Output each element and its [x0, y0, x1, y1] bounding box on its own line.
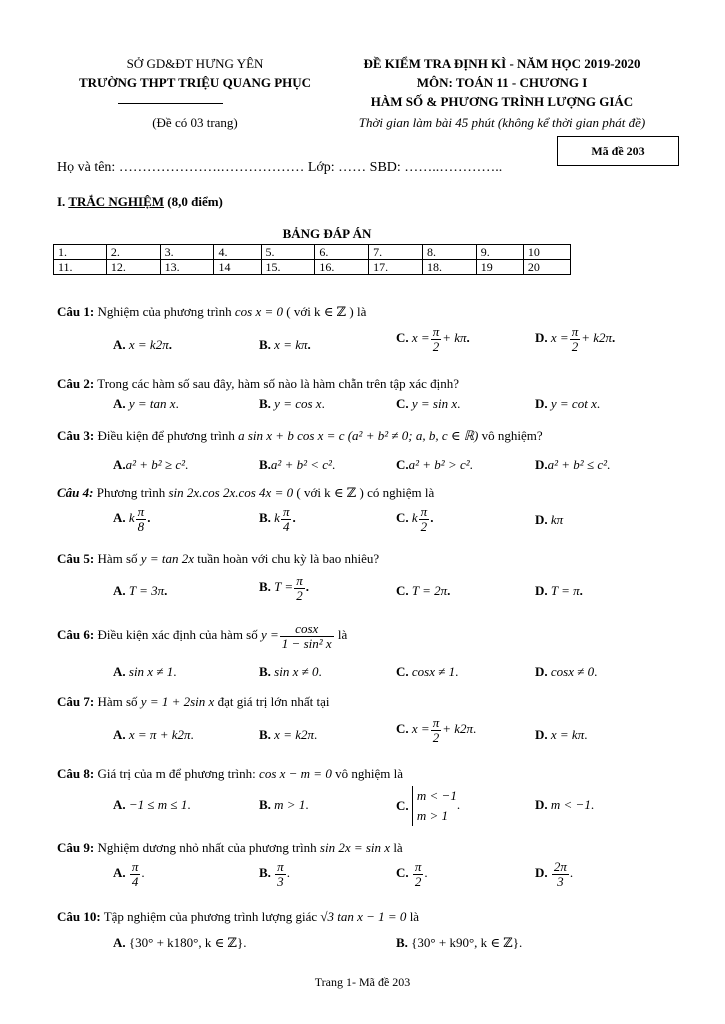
option-text: y = cot x	[550, 396, 597, 411]
fraction	[570, 325, 581, 353]
denominator: 4	[282, 518, 290, 534]
question-math: y =	[261, 627, 279, 643]
numerator: π	[137, 504, 145, 519]
question-label: Câu 7:	[57, 694, 95, 709]
option-text: x = k2π	[128, 337, 169, 352]
option-text: x =	[411, 330, 430, 346]
fraction	[136, 505, 147, 533]
question-condition: ( với k ∈ ℤ )	[296, 485, 364, 500]
q2-option-c[interactable]: C. y = sin x.	[396, 396, 461, 411]
table-cell: 4.	[214, 245, 261, 260]
q1-option-a[interactable]: A. x = k2π.	[113, 337, 172, 352]
numerator: π	[432, 324, 440, 339]
denominator: 2	[414, 873, 422, 889]
question-7	[57, 694, 330, 710]
question-label: Câu 4:	[57, 485, 94, 500]
q3-option-d[interactable]: D.a² + b² ≤ c².	[535, 457, 611, 472]
numerator: 2π	[553, 859, 567, 874]
option-text: −1 ≤ m ≤ 1	[128, 797, 188, 812]
page-count: (Đề có 03 trang)	[152, 115, 238, 130]
question-text: Phương trình	[96, 485, 166, 500]
option-text: x = π + k2π	[128, 727, 191, 742]
question-text: Hàm số	[97, 551, 138, 566]
q3-option-b[interactable]: B.a² + b² < c².	[259, 457, 336, 472]
q7-option-c[interactable]: C. x = $\frac{\pi}{2}$ + k2π.	[396, 715, 477, 745]
question-condition: ( với k ∈ ℤ )	[286, 304, 354, 319]
question-10	[57, 909, 419, 925]
question-math: sin 2x.cos 2x.cos 4x = 0	[168, 485, 294, 500]
option-text: + kπ	[442, 330, 467, 346]
q4-option-d[interactable]: D. kπ	[535, 512, 564, 527]
table-cell: 1.	[54, 245, 107, 260]
table-cell: 5.	[261, 245, 315, 260]
fraction	[431, 716, 442, 744]
fraction	[413, 860, 424, 888]
table-cell: 10	[523, 245, 570, 260]
question-6	[57, 622, 347, 650]
time-allowed: Thời gian làm bài 45 phút (không kể thời gian phát đề)	[358, 115, 646, 130]
option-text: T = 2π	[411, 583, 448, 598]
question-tail: là	[409, 909, 420, 924]
denominator: 8	[137, 518, 145, 534]
numerator: π	[420, 504, 428, 519]
option-text: m < −1	[416, 788, 457, 803]
q9-option-b[interactable]: B. $\frac{\pi}{3}$ .	[259, 859, 290, 889]
question-tail: tuần hoàn với chu kỳ là bao nhiêu?	[197, 551, 380, 566]
q6-option-b[interactable]: B. sin x ≠ 0.	[259, 664, 322, 679]
question-text: Hàm số	[97, 694, 138, 709]
subject: MÔN: TOÁN 11 - CHƯƠNG I	[416, 75, 588, 90]
numerator: π	[414, 859, 422, 874]
system-bracket	[412, 786, 457, 826]
option-text: cosx ≠ 1	[411, 664, 456, 679]
numerator: π	[282, 504, 290, 519]
table-cell: 12.	[106, 260, 160, 275]
question-label: Câu 3:	[57, 428, 95, 443]
table-cell: 8.	[422, 245, 476, 260]
question-5	[57, 551, 379, 567]
table-cell: 3.	[160, 245, 214, 260]
q4-option-b[interactable]: B. k $\frac{\pi}{4}$ .	[259, 504, 296, 534]
table-row	[54, 245, 571, 260]
question-1	[57, 304, 366, 320]
q10-option-a[interactable]: A. {30° + k180°, k ∈ ℤ}.	[113, 935, 247, 950]
option-text: a² + b² ≥ c²	[125, 457, 186, 472]
option-text: sin x ≠ 0	[274, 664, 319, 679]
question-text: Điều kiện xác định của hàm số	[97, 627, 258, 643]
header-divider	[118, 103, 223, 104]
table-cell: 13.	[160, 260, 214, 275]
q5-option-b[interactable]: B. T = $\frac{\pi}{2}$ .	[259, 573, 309, 603]
page-footer: Trang 1- Mã đề 203	[314, 975, 411, 989]
option-text: {30° + k90°, k ∈ ℤ}	[411, 935, 519, 950]
fraction	[294, 574, 305, 602]
school-name: TRƯỜNG THPT TRIỆU QUANG PHỤC	[78, 75, 312, 90]
denominator: 3	[557, 873, 564, 889]
q8-option-b[interactable]: B. m > 1.	[259, 797, 309, 812]
q6-option-d[interactable]: D. cosx ≠ 0.	[535, 664, 598, 679]
question-label: Câu 6:	[57, 627, 95, 643]
numerator: π	[432, 715, 440, 730]
q8-option-c[interactable]: C. m < −1 m > 1 .	[396, 786, 460, 826]
q1-option-d[interactable]: D. x = $\frac{\pi}{2}$ + k2π.	[535, 324, 616, 354]
q6-option-a[interactable]: A. sin x ≠ 1.	[113, 664, 177, 679]
option-text: m > 1	[416, 808, 449, 823]
question-condition: (a² + b² ≠ 0; a, b, c ∈ ℝ)	[347, 428, 479, 443]
q7-option-a[interactable]: A. x = π + k2π.	[113, 727, 194, 742]
fraction	[130, 860, 141, 888]
section-prefix: I.	[57, 194, 66, 209]
option-text: x = k2π	[274, 727, 314, 742]
question-4	[57, 485, 434, 501]
numerator: π	[277, 859, 284, 874]
q9-option-a[interactable]: A. $\frac{\pi}{4}$ .	[113, 859, 145, 889]
q4-option-a[interactable]: A. k $\frac{\pi}{8}$ .	[113, 504, 151, 534]
denominator: 2	[432, 729, 440, 745]
section-heading	[57, 194, 223, 210]
question-text: Tập nghiệm của phương trình lượng giác	[103, 909, 318, 924]
option-text: y = cos x	[274, 396, 322, 411]
section-title: TRẮC NGHIỆM	[68, 194, 165, 209]
q5-option-d[interactable]: D. T = π.	[535, 583, 583, 598]
question-8	[57, 766, 403, 782]
option-text: x =	[411, 721, 430, 737]
question-9	[57, 840, 403, 856]
q2-option-b[interactable]: B. y = cos x.	[259, 396, 325, 411]
fraction	[281, 505, 292, 533]
question-text: Giá trị của m để phương trình:	[97, 766, 256, 781]
question-tail: là	[393, 840, 403, 855]
q3-option-a[interactable]: A.a² + b² ≥ c².	[113, 457, 189, 472]
fraction	[431, 325, 442, 353]
table-cell: 9.	[476, 245, 523, 260]
table-cell: 2.	[106, 245, 160, 260]
table-row	[54, 260, 571, 275]
student-info-line: Họ và tên: ………………….……………… Lớp: …… SBD: ……..…………..	[57, 160, 503, 175]
question-tail: vô nghiệm?	[481, 428, 543, 443]
table-cell: 17.	[369, 260, 423, 275]
option-text: x = kπ	[274, 337, 308, 352]
q4-option-c[interactable]: C. k $\frac{\pi}{2}$ .	[396, 504, 434, 534]
option-text: + k2π	[442, 721, 474, 737]
question-math: a sin x + b cos x = c	[238, 428, 345, 443]
option-text: T =	[274, 579, 294, 595]
question-text: Nghiệm dương nhỏ nhất của phương trình	[97, 840, 317, 855]
question-tail: là	[337, 627, 348, 643]
table-cell: 20	[523, 260, 570, 275]
option-text: cosx ≠ 0	[550, 664, 595, 679]
fraction	[275, 860, 286, 888]
question-label: Câu 10:	[57, 909, 101, 924]
option-text: a² + b² ≤ c²	[547, 457, 608, 472]
option-text: m > 1	[274, 797, 306, 812]
question-3	[57, 428, 543, 444]
question-math: √3 tan x − 1 = 0	[320, 909, 407, 924]
question-math: y = tan 2x	[140, 551, 194, 566]
q9-option-d[interactable]: D. $\frac{2\pi}{3}$ .	[535, 859, 574, 889]
numerator: π	[571, 324, 579, 339]
question-label: Câu 8:	[57, 766, 95, 781]
option-text: a² + b² > c²	[408, 457, 470, 472]
option-text: kπ	[550, 512, 564, 527]
table-cell: 7.	[369, 245, 423, 260]
option-text: {30° + k180°, k ∈ ℤ}	[128, 935, 244, 950]
option-text: a² + b² < c²	[270, 457, 332, 472]
q7-option-d[interactable]: D. x = kπ.	[535, 727, 588, 742]
table-cell: 19	[476, 260, 523, 275]
option-text: k	[411, 510, 418, 526]
q8-option-a[interactable]: A. −1 ≤ m ≤ 1.	[113, 797, 191, 812]
answer-table-title: BẢNG ĐÁP ÁN	[282, 226, 372, 241]
denominator: 1 − sin² x	[281, 635, 332, 651]
question-tail: đạt giá trị lớn nhất tại	[217, 694, 330, 709]
question-math: cos x − m = 0	[259, 766, 332, 781]
fraction	[280, 622, 334, 650]
option-text: y = tan x	[128, 396, 176, 411]
denominator: 3	[277, 873, 284, 889]
table-cell: 16.	[315, 260, 369, 275]
table-cell: 18.	[422, 260, 476, 275]
denominator: 2	[420, 518, 428, 534]
question-tail: có nghiệm là	[367, 485, 435, 500]
table-cell: 6.	[315, 245, 369, 260]
q7-option-b[interactable]: B. x = k2π.	[259, 727, 318, 742]
table-cell: 15.	[261, 260, 315, 275]
q3-option-c[interactable]: C.a² + b² > c².	[396, 457, 473, 472]
fraction	[552, 860, 569, 888]
table-cell: 14	[214, 260, 261, 275]
q5-option-a[interactable]: A. T = 3π.	[113, 583, 168, 598]
exam-title: ĐỀ KIỂM TRA ĐỊNH KÌ - NĂM HỌC 2019-2020	[363, 56, 641, 71]
numerator: π	[131, 859, 139, 874]
question-label: Câu 1:	[57, 304, 95, 319]
section-points: (8,0 điểm)	[167, 194, 223, 209]
option-text: x =	[550, 330, 569, 346]
denominator: 2	[432, 338, 440, 354]
question-text: Điều kiện để phương trình	[97, 428, 235, 443]
q5-option-c[interactable]: C. T = 2π.	[396, 583, 451, 598]
option-text: + k2π	[581, 330, 613, 346]
question-math: cos x = 0	[234, 304, 283, 319]
option-text: m < −1	[550, 797, 591, 812]
question-label: Câu 5:	[57, 551, 95, 566]
option-text: T = 3π	[128, 583, 165, 598]
option-text: y = sin x	[411, 396, 458, 411]
q9-option-c[interactable]: C. $\frac{\pi}{2}$ .	[396, 859, 428, 889]
question-label: Câu 2:	[57, 376, 95, 391]
answer-table	[53, 244, 571, 275]
denominator: 2	[296, 587, 303, 603]
q8-option-d[interactable]: D. m < −1.	[535, 797, 595, 812]
denominator: 4	[131, 873, 139, 889]
q1-option-b[interactable]: B. x = kπ.	[259, 337, 311, 352]
q10-option-b[interactable]: B. {30° + k90°, k ∈ ℤ}.	[396, 935, 523, 950]
question-label: Câu 9:	[57, 840, 95, 855]
q6-option-c[interactable]: C. cosx ≠ 1.	[396, 664, 459, 679]
question-2	[57, 376, 459, 392]
option-text: x = kπ	[550, 727, 585, 742]
numerator: π	[296, 573, 303, 588]
dept-name: SỞ GD&ĐT HƯNG YÊN	[126, 56, 264, 71]
topic: HÀM SỐ & PHƯƠNG TRÌNH LƯỢNG GIÁC	[370, 94, 634, 109]
q2-option-a[interactable]: A. y = tan x.	[113, 396, 179, 411]
q1-option-c[interactable]: C. x = $\frac{\pi}{2}$ + kπ.	[396, 324, 470, 354]
question-text: Nghiệm của phương trình	[97, 304, 232, 319]
q2-option-d[interactable]: D. y = cot x.	[535, 396, 601, 411]
question-math: sin 2x = sin x	[319, 840, 391, 855]
option-text: k	[274, 510, 280, 526]
exam-code-box: Mã đề 203	[557, 136, 679, 166]
option-text: T = π	[550, 583, 580, 598]
denominator: 2	[571, 338, 579, 354]
question-tail: là	[357, 304, 367, 319]
question-math: y = 1 + 2sin x	[140, 694, 215, 709]
table-cell: 11.	[54, 260, 107, 275]
fraction	[419, 505, 430, 533]
option-text: k	[128, 510, 135, 526]
option-text: sin x ≠ 1	[128, 664, 174, 679]
question-text: Trong các hàm số sau đây, hàm số nào là hàm chẵn trên tập xác định?	[97, 376, 460, 391]
numerator: cosx	[280, 622, 334, 637]
question-tail: vô nghiệm là	[335, 766, 403, 781]
